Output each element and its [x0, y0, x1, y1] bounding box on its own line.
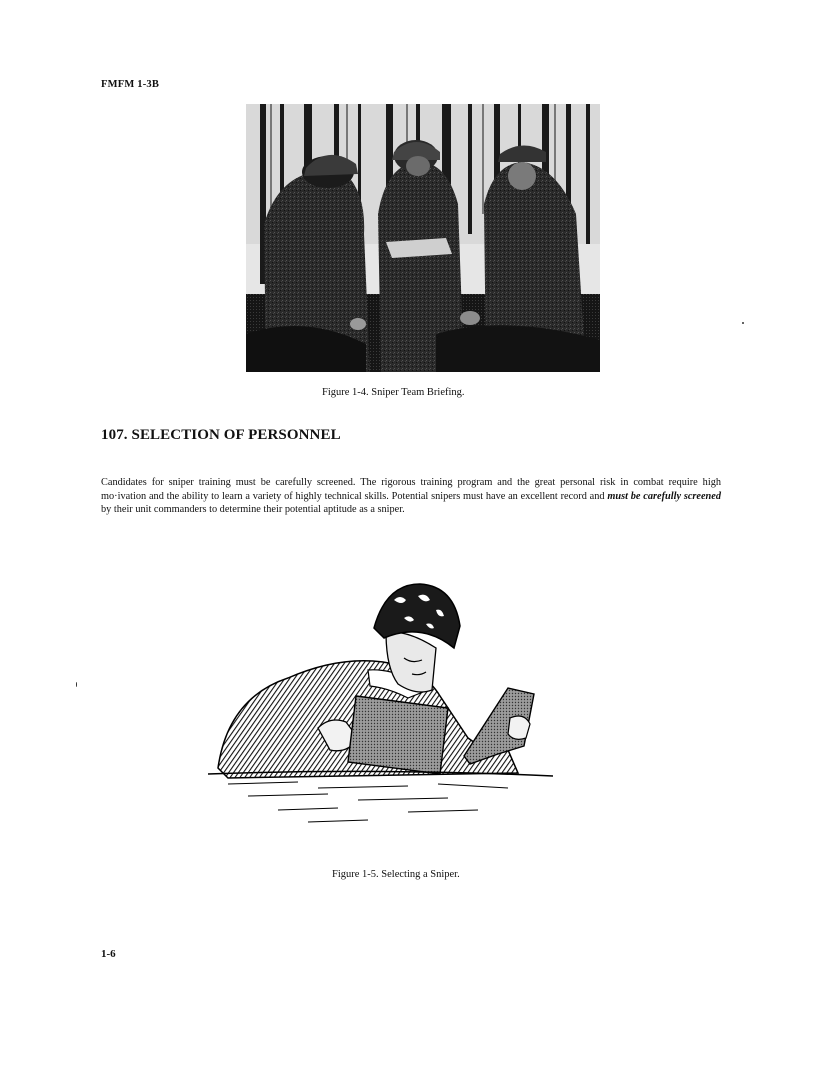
page-header-code: FMFM 1-3B	[101, 79, 160, 90]
paragraph-text-2: by their unit commanders to determine their potential aptitude as a sniper.	[101, 504, 405, 516]
body-paragraph	[101, 476, 721, 517]
figure-1-caption: Figure 1-4. Sniper Team Briefing.	[322, 387, 465, 398]
page-number: 1-6	[101, 948, 116, 960]
scan-speck	[76, 682, 77, 687]
selecting-a-sniper-drawing	[208, 578, 553, 828]
paragraph-emphasis: must be carefully screened	[607, 490, 721, 502]
scan-speck	[742, 322, 744, 324]
figure-2-caption: Figure 1-5. Selecting a Sniper.	[332, 869, 460, 880]
sniper-team-briefing-photo	[246, 104, 600, 372]
paragraph-text-1: Candidates for sniper training must be carefully screened. The rigorous training program and the great personal risk in combat require high mo·ivation and the ability to learn a variety of highly technical skills. Potential snipers must have an excellent record and	[101, 477, 721, 502]
section-heading: 107. SELECTION OF PERSONNEL	[101, 427, 341, 443]
